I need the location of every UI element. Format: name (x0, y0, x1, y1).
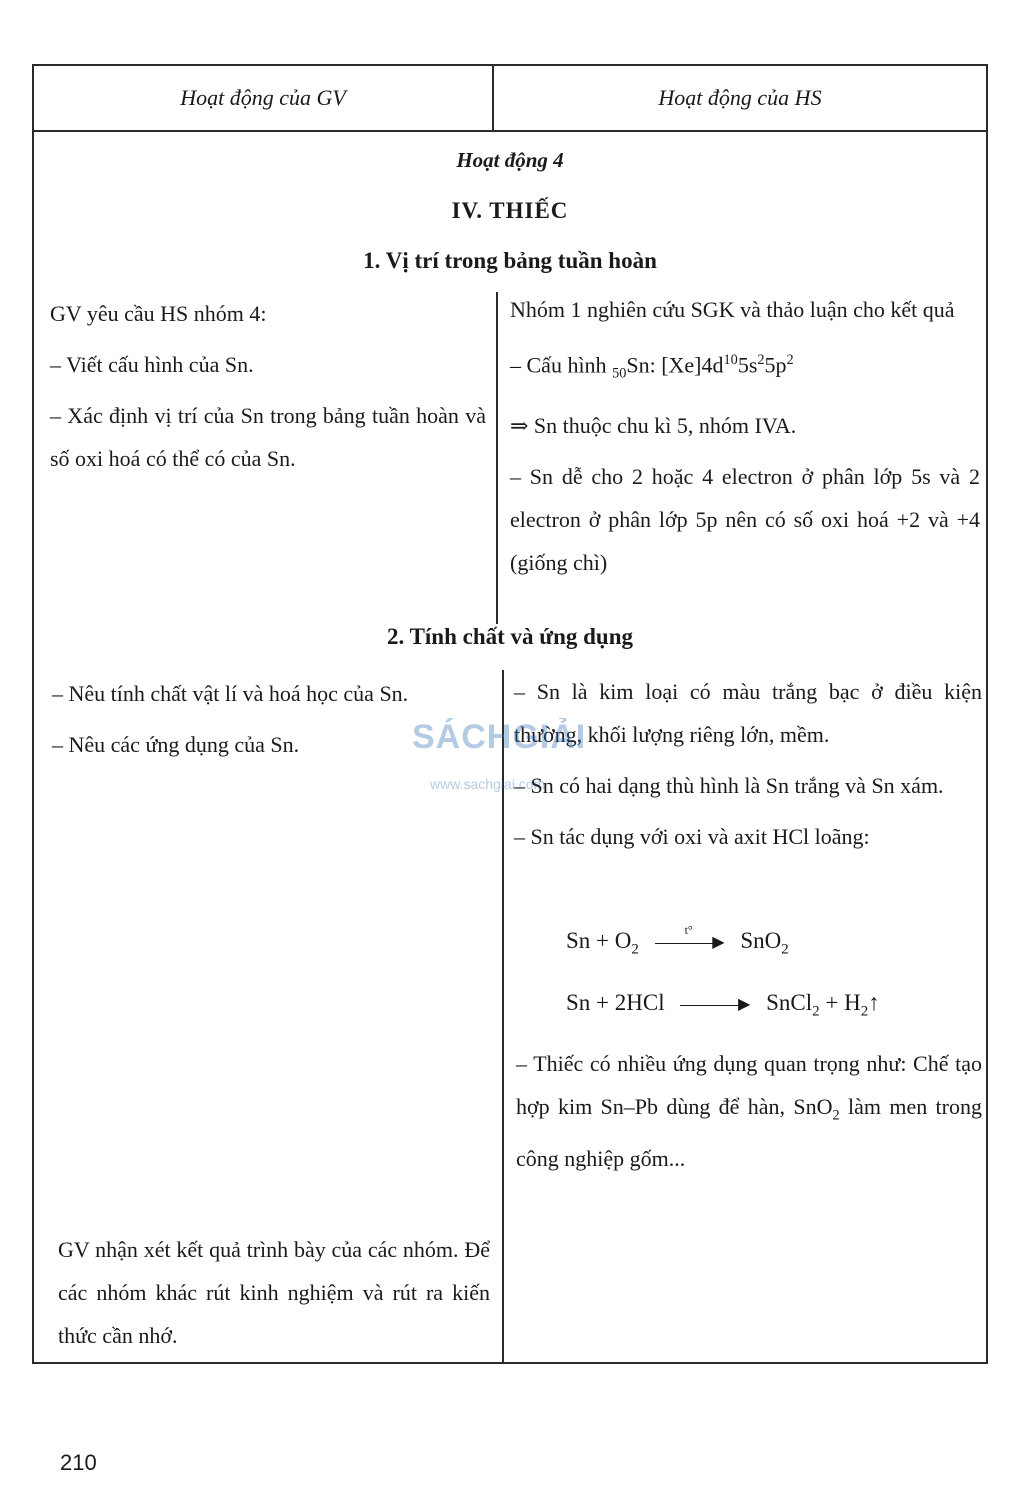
electron-configuration: – Cấu hình $_{50}$Sn: $[Xe]4d^{10}5s^25p^2$ (510, 352, 794, 382)
tin-applications-text: – Thiếc có nhiều ứng dụng quan trọng như: Chế tạo hợp kim Sn–Pb dùng để hàn, SnO$_2$ làm men trong công nghiệp gốm... (516, 1051, 982, 1172)
part1-teacher-column (50, 292, 486, 488)
part2-column-divider (502, 670, 504, 1364)
part1-teacher-line: GV yêu cầu HS nhóm 4: (50, 301, 267, 326)
periodic-position: ⇒ Sn thuộc chu kì 5, nhóm IVA. (510, 412, 797, 438)
part2-student-line: – Sn tác dụng với oxi và axit HCl loãng: (514, 824, 870, 849)
teacher-conclusion (58, 1228, 490, 1365)
part1-teacher-line: – Viết cấu hình của Sn. (50, 352, 254, 377)
part2-student-line: – Sn là kim loại có màu trắng bạc ở điều kiện thường, khối lượng riêng lớn, mềm. (514, 679, 982, 747)
page-number: 210 (60, 1450, 97, 1475)
part2-teacher-line: – Nêu các ứng dụng của Sn. (52, 732, 300, 757)
oxidation-states: – Sn dễ cho 2 hoặc 4 electron ở phân lớp 5s và 2 electron ở phân lớp 5p nên có số oxi hoá +2 và +4 (giống chì) (510, 463, 980, 575)
part2-student-line: – Sn có hai dạng thù hình là Sn trắng và Sn xám. (514, 773, 944, 798)
watermark-logo: SÁCHGIẢI www.sachgiai.com (412, 718, 587, 792)
activity-title: Hoạt động 4 (456, 148, 564, 172)
part1-title: 1. Vị trí trong bảng tuần hoàn (363, 248, 657, 273)
part2-teacher-line: – Nêu tính chất vật lí và hoá học của Sn. (52, 681, 409, 706)
student-column-header: Hoạt động của HS (658, 85, 822, 110)
part1-teacher-line: – Xác định vị trí của Sn trong bảng tuần hoàn và số oxi hoá có thể có của Sn. (50, 403, 486, 471)
teacher-conclusion-text: GV nhận xét kết quả trình bày của các nhóm. Để các nhóm khác rút kinh nghiệm và rút ra kiến thức cần nhớ. (58, 1237, 490, 1348)
part1-student-column (510, 288, 980, 592)
gas-arrow-icon: ↑ (868, 990, 880, 1015)
part2-teacher-column (52, 672, 490, 774)
part1-student-intro: Nhóm 1 nghiên cứu SGK và thảo luận cho kết quả (510, 297, 955, 322)
equation-sn-hcl: Sn + 2HCl ▶ SnCl$_2$ + $H_2↑$ (566, 990, 880, 1020)
part2-student-column (514, 670, 982, 866)
teacher-column-header: Hoạt động của GV (180, 85, 346, 110)
part2-title: 2. Tính chất và ứng dụng (386, 624, 634, 649)
section-title: IV. THIẾC (451, 198, 569, 223)
part1-column-divider (496, 292, 498, 624)
tin-applications (516, 1042, 982, 1188)
table-header (34, 66, 986, 132)
lesson-table (32, 64, 988, 1364)
equation-sn-oxygen: $Sn + O_2$ t° ▶ SnO$_2$ (566, 922, 789, 958)
